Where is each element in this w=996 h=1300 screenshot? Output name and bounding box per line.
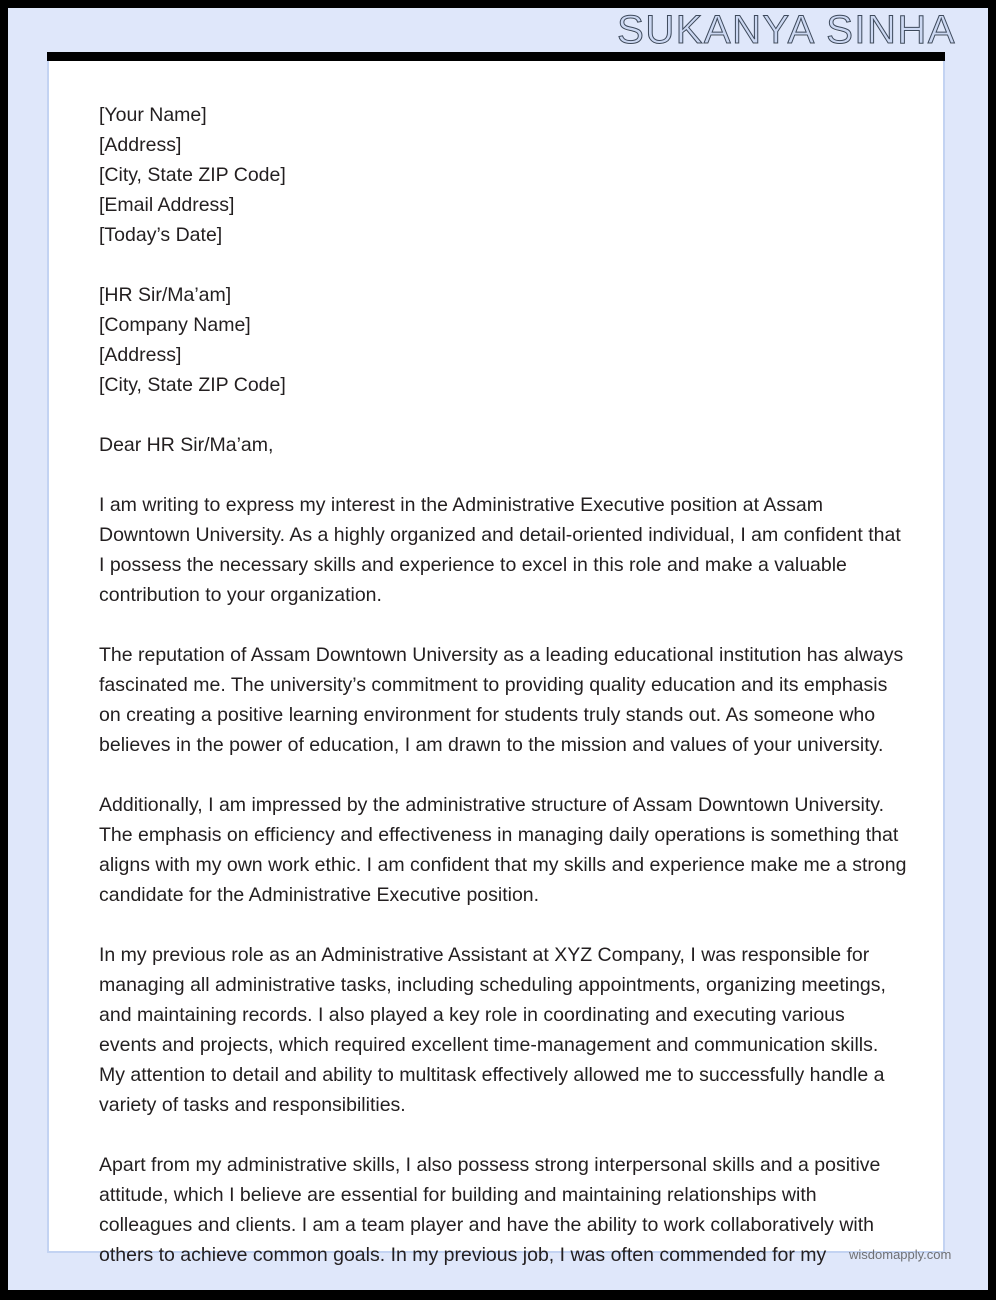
- recipient-address-line: [Company Name]: [99, 314, 251, 336]
- header-divider-rule: [47, 52, 945, 61]
- recipient-address-block: [99, 280, 907, 400]
- sender-address-line: [City, State ZIP Code]: [99, 164, 286, 186]
- body-paragraph: The reputation of Assam Downtown University as a leading educational institution has always fascinated me. The university’s commitment to providing quality education and its emphasis on creating a positive learning environment for students truly stands out. As someone who believes in the power of education, I am drawn to the mission and values of your university.: [99, 644, 904, 756]
- body-paragraph: In my previous role as an Administrative Assistant at XYZ Company, I was responsible for managing all administrative tasks, including scheduling appointments, organizing meetings, and maintaining records. I also played a key role in coordinating and executing various events and projects, which required excellent time-management and communication skills. My attention to detail and ability to multitask effectively allowed me to successfully handle a variety of tasks and responsibilities.: [99, 944, 886, 1116]
- recipient-address-line: [City, State ZIP Code]: [99, 374, 286, 396]
- body-paragraph: I am writing to express my interest in the Administrative Executive position at Assam Downtown University. As a highly organized and detail-oriented individual, I am confident that I possess the necessary skills and experience to excel in this role and make a valuable contribution to your organization.: [99, 494, 901, 606]
- salutation: Dear HR Sir/Ma’am,: [99, 434, 274, 456]
- sender-address-line: [Address]: [99, 134, 182, 156]
- body-paragraph: Apart from my administrative skills, I also possess strong interpersonal skills and a positive attitude, which I believe are essential for building and maintaining relationships with colleagues and clients. I am a team player and have the ability to work collaboratively with others to achieve common goals. In my previous job, I was often commended for my: [99, 1154, 881, 1266]
- sender-address-block: [99, 100, 907, 250]
- candidate-name-heading: SUKANYA SINHA: [617, 8, 956, 52]
- recipient-address-line: [HR Sir/Ma’am]: [99, 284, 232, 306]
- sender-address-line: [Your Name]: [99, 104, 207, 126]
- letter-header: [8, 8, 988, 60]
- letter-body: [99, 100, 907, 1290]
- site-watermark: wisdomapply.com: [849, 1247, 952, 1262]
- body-paragraph: Additionally, I am impressed by the administrative structure of Assam Downtown University. The emphasis on efficiency and effectiveness in managing daily operations is something that aligns with my own work ethic. I am confident that my skills and experience make me a strong candidate for the Administrative Executive position.: [99, 794, 907, 906]
- sender-address-line: [Today’s Date]: [99, 224, 223, 246]
- page-background: [8, 8, 988, 1290]
- sender-address-line: [Email Address]: [99, 194, 235, 216]
- recipient-address-line: [Address]: [99, 344, 182, 366]
